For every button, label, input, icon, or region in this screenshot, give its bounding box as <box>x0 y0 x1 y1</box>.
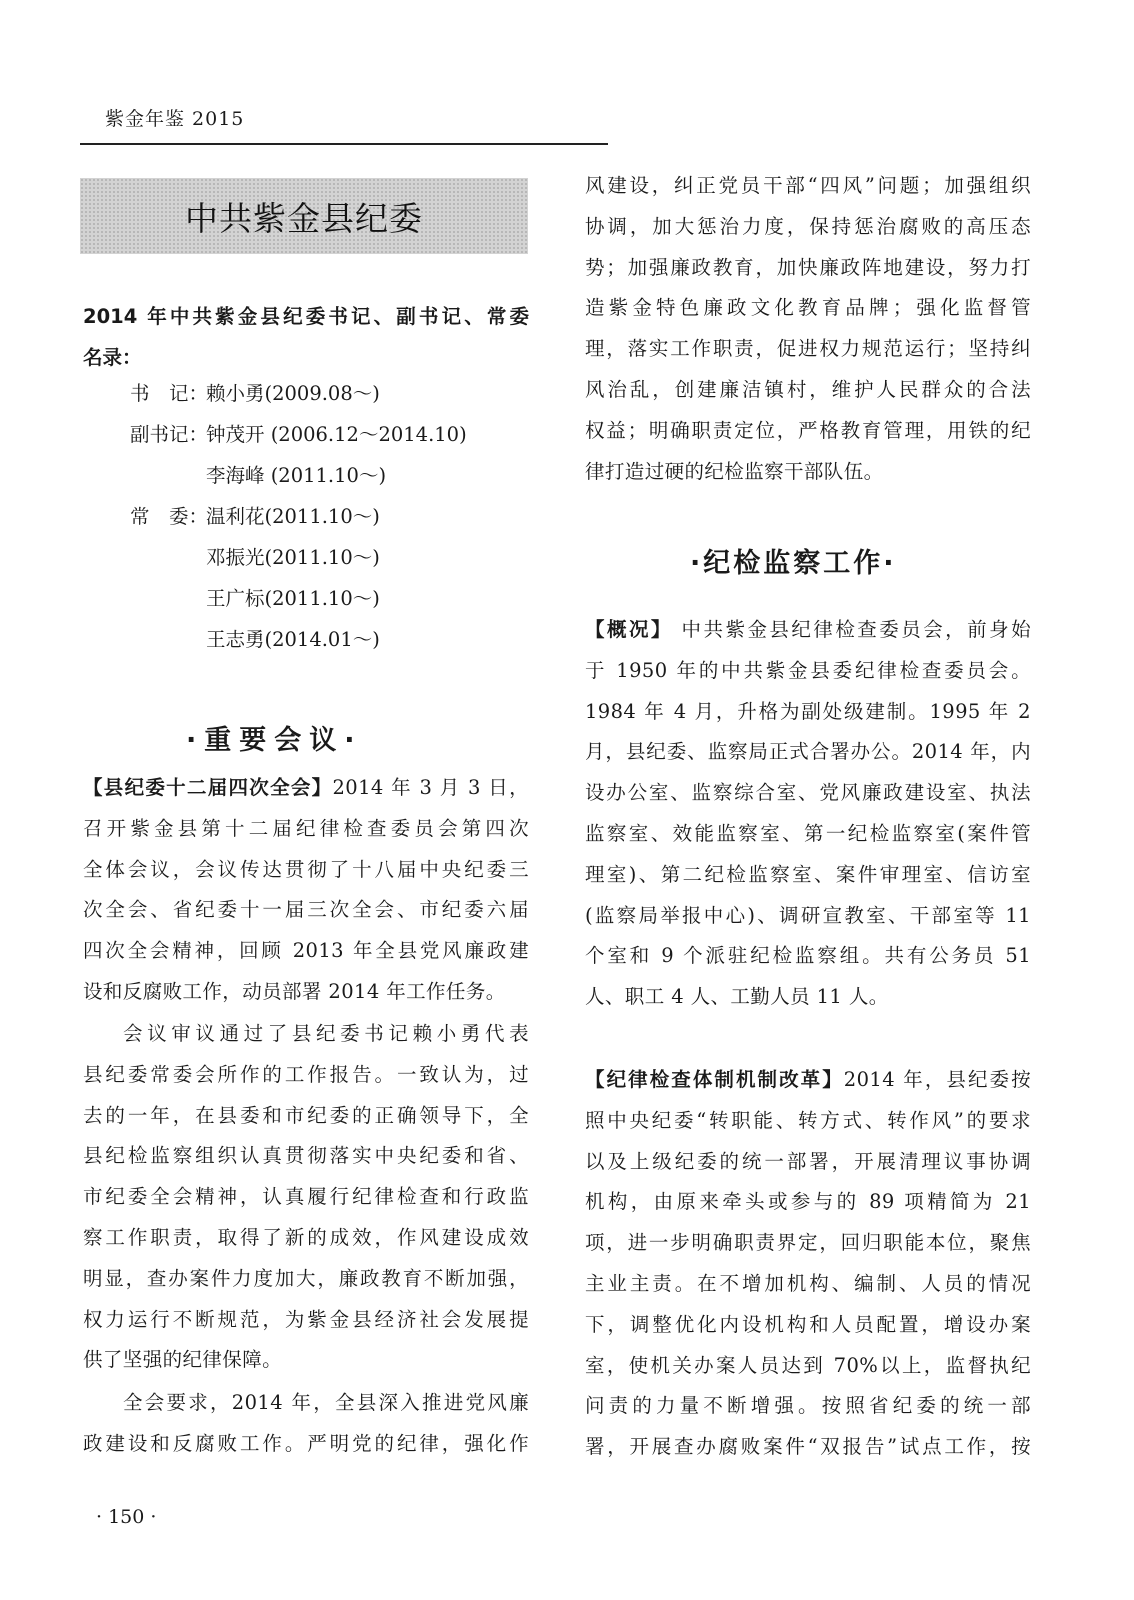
paragraph-line: 县纪检监察组织认真贯彻落实中央纪委和省、 <box>83 1144 529 1168</box>
roster-entry: 温利花(2011.10～) <box>206 505 380 528</box>
paragraph-line: 个室和 9 个派驻纪检监察组。共有公务员 51 <box>585 944 1031 968</box>
roster-entry: 钟茂开 (2006.12～2014.10) <box>206 423 467 446</box>
roster-entry: 王广标(2011.10～) <box>206 587 380 610</box>
paragraph-tag: 【县纪委十二届四次全会】 <box>83 776 333 799</box>
paragraph-line: 主业主责。在不增加机构、编制、人员的情况 <box>585 1271 1031 1295</box>
paragraph-line: 机构，由原来牵头或参与的 89 项精简为 21 <box>585 1190 1031 1214</box>
paragraph-line: 察工作职责，取得了新的成效，作风建设成效 <box>83 1225 529 1249</box>
paragraph-line: 造紫金特色廉政文化教育品牌；强化监督管 <box>585 296 1031 320</box>
paragraph-line: 供了坚强的纪律保障。 <box>83 1348 283 1372</box>
header-rule <box>80 143 608 145</box>
paragraph-tag: 【纪律检查体制机制改革】 <box>585 1068 844 1091</box>
roster-row <box>130 419 467 447</box>
paragraph-line: 设和反腐败工作，动员部署 2014 年工作任务。 <box>83 979 506 1003</box>
paragraph-line: 署，开展查办腐败案件“双报告”试点工作，按 <box>585 1435 1031 1459</box>
paragraph-line: 人、职工 4 人、工勤人员 11 人。 <box>585 985 889 1009</box>
roster-role: 副书记： <box>130 423 209 446</box>
roster-heading-line: 2014 年中共紫金县纪委书记、副书记、常委 <box>83 305 529 328</box>
paragraph-line: 四次全会精神，回顾 2013 年全县党风廉政建 <box>83 939 529 963</box>
paragraph-line: 室，使机关办案人员达到 70%以上，监督执纪 <box>585 1353 1031 1377</box>
review-paragraph <box>83 1014 529 1381</box>
paragraph-line: 理，落实工作职责，促进权力规范运行；坚持纠 <box>585 337 1031 361</box>
paragraph-line: 权益；明确职责定位，严格教育管理，用铁的纪 <box>585 418 1031 442</box>
paragraph-line: 理室)、第二纪检监察室、案件审理室、信访室 <box>585 862 1031 886</box>
paragraph-text: 中共紫金县纪律检查委员会，前身始 <box>681 618 1031 641</box>
paragraph-text: 2014 年 3 月 3 日， <box>332 776 529 799</box>
page-number: · 150 · <box>96 1506 157 1528</box>
paragraph-line: 于 1950 年的中共紫金县委纪律检查委员会。 <box>585 658 1031 682</box>
paragraph-line: 律打造过硬的纪检监察干部队伍。 <box>585 459 884 483</box>
paragraph-line: 次全会、省纪委十一届三次全会、市纪委六届 <box>83 898 529 922</box>
reform-paragraph <box>585 1060 1031 1468</box>
roster-row <box>130 542 380 570</box>
paragraph-line: 1984 年 4 月，升格为副处级建制。1995 年 2 <box>585 699 1031 723</box>
section-heading-meetings: ·重要会议· <box>186 725 363 756</box>
paragraph-tag: 【概况】 <box>585 618 673 641</box>
roster-row <box>130 378 380 406</box>
paragraph-line: 召开紫金县第十二届纪律检查委员会第四次 <box>83 816 529 840</box>
overview-paragraph <box>585 610 1031 1018</box>
paragraph-line: (监察局举报中心)、调研宣教室、干部室等 11 <box>585 903 1031 927</box>
roster-entry: 王志勇(2014.01～) <box>206 628 380 651</box>
paragraph-line: 协调，加大惩治力度，保持惩治腐败的高压态 <box>585 214 1031 238</box>
paragraph-line: 明显，查办案件力度加大，廉政教育不断加强， <box>83 1266 529 1290</box>
section-heading-work: ·纪检监察工作· <box>690 548 897 579</box>
meeting-paragraph <box>83 768 529 1013</box>
paragraph-line: 以及上级纪委的统一部署，开展清理议事协调 <box>585 1149 1031 1173</box>
roster-heading-line: 名录： <box>83 346 142 369</box>
paragraph-line: 会议审议通过了县纪委书记赖小勇代表 <box>123 1022 529 1045</box>
page-title: 中共紫金县纪委 <box>185 198 423 238</box>
running-header: 紫金年鉴 2015 <box>105 108 245 130</box>
paragraph-line: 政建设和反腐败工作。严明党的纪律，强化作 <box>83 1431 529 1455</box>
roster-entry: 赖小勇(2009.08～) <box>206 382 380 405</box>
roster-heading <box>83 296 529 378</box>
paragraph-line: 全体会议，会议传达贯彻了十八届中央纪委三 <box>83 857 529 881</box>
roster-role: 常 委： <box>130 505 209 528</box>
paragraph-line: 县纪委常委会所作的工作报告。一致认为，过 <box>83 1062 529 1086</box>
paragraph-line: 照中央纪委“转职能、转方式、转作风”的要求 <box>585 1108 1031 1132</box>
roster-row <box>130 624 380 652</box>
paragraph-line: 项，进一步明确职责界定，回归职能本位，聚焦 <box>585 1231 1031 1255</box>
paragraph-line: 全会要求，2014 年，全县深入推进党风廉 <box>123 1391 529 1414</box>
paragraph-line: 下，调整优化内设机构和人员配置，增设办案 <box>585 1312 1031 1336</box>
paragraph-line: 权力运行不断规范，为紫金县经济社会发展提 <box>83 1307 529 1331</box>
paragraph-line: 设办公室、监察综合室、党风廉政建设室、执法 <box>585 781 1031 805</box>
roster-row <box>130 501 380 529</box>
paragraph-line: 风建设，纠正党员干部“四风”问题；加强组织 <box>585 174 1031 197</box>
roster-entry: 邓振光(2011.10～) <box>206 546 380 569</box>
paragraph-line: 风治乱，创建廉洁镇村，维护人民群众的合法 <box>585 377 1031 401</box>
section-title-box <box>80 178 528 254</box>
continuation-paragraph <box>585 166 1031 492</box>
paragraph-line: 市纪委全会精神，认真履行纪律检查和行政监 <box>83 1185 529 1209</box>
paragraph-line: 月，县纪委、监察局正式合署办公。2014 年，内 <box>585 740 1031 764</box>
require-paragraph <box>83 1383 529 1465</box>
paragraph-text: 2014 年，县纪委按 <box>843 1068 1031 1091</box>
paragraph-line: 去的一年，在县委和市纪委的正确领导下，全 <box>83 1103 529 1127</box>
paragraph-line: 势；加强廉政教育，加快廉政阵地建设，努力打 <box>585 255 1031 279</box>
roster-role: 书 记： <box>130 382 209 405</box>
paragraph-line: 监察室、效能监察室、第一纪检监察室(案件管 <box>585 821 1031 845</box>
roster-entry: 李海峰 (2011.10～) <box>206 464 387 487</box>
roster-row <box>130 460 386 488</box>
paragraph-line: 问责的力量不断增强。按照省纪委的统一部 <box>585 1394 1031 1418</box>
roster-row <box>130 583 380 611</box>
